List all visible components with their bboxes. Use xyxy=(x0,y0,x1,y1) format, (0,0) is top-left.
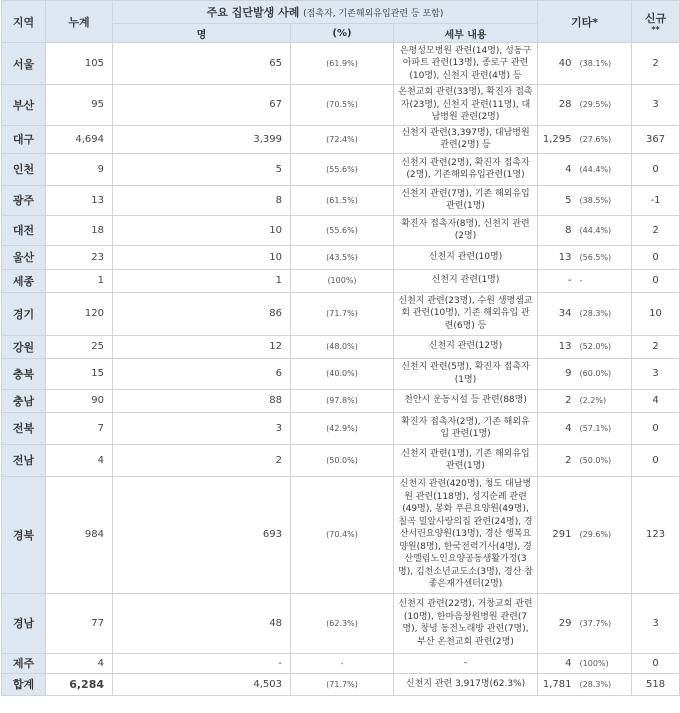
new-cell: 3 xyxy=(632,85,680,126)
region-cell: 대구 xyxy=(2,125,46,153)
table-row xyxy=(2,185,680,215)
etc-count-cell: - xyxy=(538,269,576,292)
table-row xyxy=(2,335,680,358)
etc-pct-cell: (38.5%) xyxy=(576,185,632,215)
region-cell: 광주 xyxy=(2,185,46,215)
total-pct-cell: (71.7%) xyxy=(291,673,394,695)
region-cell: 경기 xyxy=(2,292,46,335)
detail-cell: 천안시 운동시설 등 관련(88명) xyxy=(394,389,538,412)
new-cell: 123 xyxy=(632,476,680,593)
pct-cell: - xyxy=(291,653,394,673)
etc-count-cell: 5 xyxy=(538,185,576,215)
count-cell: 12 xyxy=(113,335,291,358)
table-row xyxy=(2,245,680,269)
etc-pct-cell: (44.4%) xyxy=(576,215,632,245)
table-row xyxy=(2,476,680,593)
new-cell: 4 xyxy=(632,389,680,412)
etc-pct-cell: (29.5%) xyxy=(576,85,632,126)
count-cell: 48 xyxy=(113,593,291,653)
table-row xyxy=(2,125,680,153)
new-cell: 2 xyxy=(632,215,680,245)
header-cluster xyxy=(113,1,538,24)
etc-pct-cell: (60.0%) xyxy=(576,358,632,389)
total-cell: 1 xyxy=(46,269,113,292)
header-count: 명 xyxy=(113,24,291,43)
total-cell: 90 xyxy=(46,389,113,412)
table-row xyxy=(2,653,680,673)
detail-cell: 신천지 관련(7명), 기존 해외유입 관련(1명) xyxy=(394,185,538,215)
detail-cell: 신천지 관련(3,397명), 대남병원 관련(2명) 등 xyxy=(394,125,538,153)
table-row xyxy=(2,153,680,185)
pct-cell: (50.0%) xyxy=(291,444,394,476)
region-cell: 충남 xyxy=(2,389,46,412)
header-region: 지역 xyxy=(2,1,46,43)
region-cell: 인천 xyxy=(2,153,46,185)
total-region-cell: 합계 xyxy=(2,673,46,695)
new-cell: 2 xyxy=(632,335,680,358)
total-count-cell: 4,503 xyxy=(113,673,291,695)
region-cell: 서울 xyxy=(2,43,46,85)
count-cell: 88 xyxy=(113,389,291,412)
pct-cell: (72.4%) xyxy=(291,125,394,153)
region-cell: 경북 xyxy=(2,476,46,593)
count-cell: 2 xyxy=(113,444,291,476)
count-cell: - xyxy=(113,653,291,673)
total-cell: 7 xyxy=(46,412,113,444)
table-row xyxy=(2,358,680,389)
table-row xyxy=(2,412,680,444)
etc-pct-cell: (28.3%) xyxy=(576,292,632,335)
etc-pct-cell: (44.4%) xyxy=(576,153,632,185)
total-cell: 120 xyxy=(46,292,113,335)
table-row xyxy=(2,389,680,412)
etc-count-cell: 291 xyxy=(538,476,576,593)
etc-pct-cell: - xyxy=(576,269,632,292)
total-cell: 4,694 xyxy=(46,125,113,153)
detail-cell: 확진자 접촉자(8명), 신천지 관련(2명) xyxy=(394,215,538,245)
etc-count-cell: 4 xyxy=(538,412,576,444)
pct-cell: (61.9%) xyxy=(291,43,394,85)
new-cell: 0 xyxy=(632,153,680,185)
count-cell: 10 xyxy=(113,215,291,245)
region-cell: 부산 xyxy=(2,85,46,126)
new-cell: 0 xyxy=(632,653,680,673)
total-cell: 15 xyxy=(46,358,113,389)
region-cell: 대전 xyxy=(2,215,46,245)
header-etc: 기타* xyxy=(538,1,632,43)
count-cell: 1 xyxy=(113,269,291,292)
count-cell: 67 xyxy=(113,85,291,126)
header-detail: 세부 내용 xyxy=(394,24,538,43)
header-new-label: 신규 xyxy=(644,11,667,25)
etc-count-cell: 40 xyxy=(538,43,576,85)
count-cell: 693 xyxy=(113,476,291,593)
detail-cell: 신천지 관련(1명) xyxy=(394,269,538,292)
detail-cell: 은평성모병원 관련(14명), 성동구 아파트 관련(13명), 종로구 관련(10명), 신천지 관련(4명) 등 xyxy=(394,43,538,85)
count-cell: 3 xyxy=(113,412,291,444)
region-cell: 경남 xyxy=(2,593,46,653)
detail-cell: 신천지 관련(23명), 수원 생명샘교회 관련(10명), 기존 해외유입 관련(6명) 등 xyxy=(394,292,538,335)
etc-count-cell: 29 xyxy=(538,593,576,653)
etc-count-cell: 28 xyxy=(538,85,576,126)
pct-cell: (61.5%) xyxy=(291,185,394,215)
header-cluster-title: 주요 집단발생 사례 xyxy=(206,6,300,19)
new-cell: 3 xyxy=(632,358,680,389)
total-cell: 984 xyxy=(46,476,113,593)
etc-count-cell: 2 xyxy=(538,389,576,412)
etc-count-cell: 4 xyxy=(538,153,576,185)
total-cell: 4 xyxy=(46,444,113,476)
new-cell: 0 xyxy=(632,412,680,444)
region-cell: 제주 xyxy=(2,653,46,673)
etc-pct-cell: (2.2%) xyxy=(576,389,632,412)
status-table xyxy=(1,0,680,696)
detail-cell: 확진자 접촉자(2명), 기존 해외유입 관련(1명) xyxy=(394,412,538,444)
header-pct: (%) xyxy=(291,24,394,43)
total-row xyxy=(2,673,680,695)
etc-count-cell: 2 xyxy=(538,444,576,476)
table-row xyxy=(2,444,680,476)
new-cell: -1 xyxy=(632,185,680,215)
count-cell: 8 xyxy=(113,185,291,215)
header-new-note: ** xyxy=(651,24,660,34)
pct-cell: (70.4%) xyxy=(291,476,394,593)
etc-pct-cell: (50.0%) xyxy=(576,444,632,476)
region-cell: 세종 xyxy=(2,269,46,292)
etc-pct-cell: (29.6%) xyxy=(576,476,632,593)
etc-pct-cell: (52.0%) xyxy=(576,335,632,358)
etc-count-cell: 9 xyxy=(538,358,576,389)
total-cell: 4 xyxy=(46,653,113,673)
total-total-cell: 6,284 xyxy=(46,673,113,695)
new-cell: 2 xyxy=(632,43,680,85)
count-cell: 3,399 xyxy=(113,125,291,153)
detail-cell: 신천지 관련(1명), 기존 해외유입 관련(1명) xyxy=(394,444,538,476)
table-row xyxy=(2,215,680,245)
etc-count-cell: 4 xyxy=(538,653,576,673)
etc-count-cell: 34 xyxy=(538,292,576,335)
table-row xyxy=(2,593,680,653)
region-cell: 전북 xyxy=(2,412,46,444)
detail-cell: 신천지 관련(420명), 청도 대남병원 관련(118명), 성지순례 관련(49명), 봉화 푸른요양원(49명), 칠곡 밀알사랑의집 관련(24명), 경산서린요양원(13명), 경산 행복요양원(8명), 한국전력기사(4명), 경산엘림노인요양공동생활가정(3명), 김천소년교도소(3명), 경산 참좋은재가센터(2명) xyxy=(394,476,538,593)
total-etc-count-cell: 1,781 xyxy=(538,673,576,695)
etc-count-cell: 1,295 xyxy=(538,125,576,153)
total-cell: 77 xyxy=(46,593,113,653)
header-new xyxy=(632,1,680,43)
pct-cell: (55.6%) xyxy=(291,215,394,245)
new-cell: 0 xyxy=(632,269,680,292)
etc-pct-cell: (38.1%) xyxy=(576,43,632,85)
total-cell: 25 xyxy=(46,335,113,358)
pct-cell: (70.5%) xyxy=(291,85,394,126)
count-cell: 65 xyxy=(113,43,291,85)
detail-cell: 신천지 관련(5명), 확진자 접촉자(1명) xyxy=(394,358,538,389)
region-cell: 충북 xyxy=(2,358,46,389)
total-cell: 13 xyxy=(46,185,113,215)
pct-cell: (97.8%) xyxy=(291,389,394,412)
total-cell: 95 xyxy=(46,85,113,126)
detail-cell: 신천지 관련(2명), 확진자 접촉자(2명), 기존해외유입관련(1명) xyxy=(394,153,538,185)
count-cell: 86 xyxy=(113,292,291,335)
table-row xyxy=(2,292,680,335)
total-etc-pct-cell: (28.3%) xyxy=(576,673,632,695)
table-row xyxy=(2,43,680,85)
total-cell: 9 xyxy=(46,153,113,185)
detail-cell: 신천지 관련(10명) xyxy=(394,245,538,269)
etc-pct-cell: (27.6%) xyxy=(576,125,632,153)
table-body xyxy=(2,43,680,696)
etc-count-cell: 8 xyxy=(538,215,576,245)
pct-cell: (40.0%) xyxy=(291,358,394,389)
table-row xyxy=(2,85,680,126)
detail-cell: 신천지 관련(22명), 거창교회 관련(10명), 한마음창원병원 관련(7명), 창녕 동전노래방 관련(7명), 부산 온천교회 관련(2명) xyxy=(394,593,538,653)
header-total: 누계 xyxy=(46,1,113,43)
table-row xyxy=(2,269,680,292)
pct-cell: (100%) xyxy=(291,269,394,292)
pct-cell: (55.6%) xyxy=(291,153,394,185)
etc-pct-cell: (100%) xyxy=(576,653,632,673)
count-cell: 6 xyxy=(113,358,291,389)
total-new-cell: 518 xyxy=(632,673,680,695)
region-cell: 전남 xyxy=(2,444,46,476)
etc-count-cell: 13 xyxy=(538,335,576,358)
header-cluster-note: (접촉자, 기존해외유입관련 등 포함) xyxy=(303,9,444,19)
pct-cell: (62.3%) xyxy=(291,593,394,653)
pct-cell: (71.7%) xyxy=(291,292,394,335)
etc-pct-cell: (56.5%) xyxy=(576,245,632,269)
pct-cell: (48.0%) xyxy=(291,335,394,358)
total-cell: 18 xyxy=(46,215,113,245)
detail-cell: 온천교회 관련(33명), 확진자 접촉자(23명), 신천지 관련(11명), 대남병원 관련(2명) xyxy=(394,85,538,126)
new-cell: 0 xyxy=(632,444,680,476)
detail-cell: - xyxy=(394,653,538,673)
count-cell: 5 xyxy=(113,153,291,185)
pct-cell: (43.5%) xyxy=(291,245,394,269)
detail-cell: 신천지 관련(12명) xyxy=(394,335,538,358)
new-cell: 367 xyxy=(632,125,680,153)
region-cell: 강원 xyxy=(2,335,46,358)
new-cell: 10 xyxy=(632,292,680,335)
etc-pct-cell: (37.7%) xyxy=(576,593,632,653)
count-cell: 10 xyxy=(113,245,291,269)
new-cell: 3 xyxy=(632,593,680,653)
total-detail-cell: 신천지 관련 3,917명(62.3%) xyxy=(394,673,538,695)
new-cell: 0 xyxy=(632,245,680,269)
etc-count-cell: 13 xyxy=(538,245,576,269)
region-cell: 울산 xyxy=(2,245,46,269)
pct-cell: (42.9%) xyxy=(291,412,394,444)
etc-pct-cell: (57.1%) xyxy=(576,412,632,444)
total-cell: 23 xyxy=(46,245,113,269)
total-cell: 105 xyxy=(46,43,113,85)
